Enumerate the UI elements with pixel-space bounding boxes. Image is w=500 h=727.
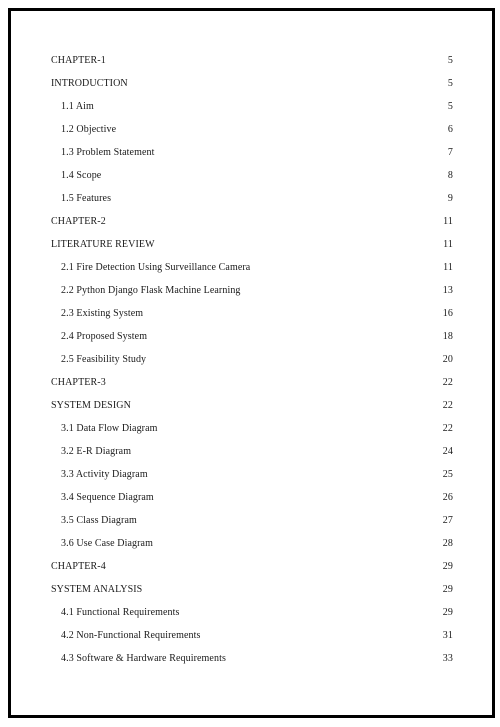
toc-subsection-row	[51, 629, 453, 652]
toc-chapter-row	[51, 560, 453, 583]
toc-chapter-row	[51, 215, 453, 238]
toc-page-number: 9	[447, 193, 453, 204]
toc-page-number: 11	[443, 239, 453, 250]
toc-subsection-row	[51, 468, 453, 491]
toc-subsection-row	[51, 606, 453, 629]
toc-subsection-row	[51, 537, 453, 560]
toc-entry-title: 3.5 Class Diagram	[61, 515, 137, 526]
toc-page-number: 11	[443, 262, 453, 273]
toc-subsection-row	[51, 491, 453, 514]
toc-page-number: 31	[442, 630, 453, 641]
toc-subsection-row	[51, 514, 453, 537]
toc-subsection-row	[51, 307, 453, 330]
toc-subsection-row	[51, 652, 453, 675]
toc-subsection-row	[51, 284, 453, 307]
toc-entry-title: CHAPTER-4	[51, 561, 106, 572]
toc-entry-title: 3.3 Activity Diagram	[61, 469, 148, 480]
toc-entry-title: 4.3 Software & Hardware Requirements	[61, 653, 226, 664]
toc-page-number: 29	[442, 584, 453, 595]
toc-entry-title: 2.2 Python Django Flask Machine Learning	[61, 285, 241, 296]
toc-subsection-row	[51, 146, 453, 169]
toc-entry-title: 2.3 Existing System	[61, 308, 144, 319]
toc-entry-title: INTRODUCTION	[51, 78, 128, 89]
toc-page-number: 5	[447, 101, 453, 112]
toc-entry-title: 1.3 Problem Statement	[61, 147, 155, 158]
toc-entry-title: 1.4 Scope	[61, 170, 102, 181]
toc-page-number: 26	[442, 492, 453, 503]
toc-entry-title: 3.4 Sequence Diagram	[61, 492, 154, 503]
toc-page-number: 27	[442, 515, 453, 526]
toc-subsection-row	[51, 261, 453, 284]
toc-entry-title: 1.2 Objective	[61, 124, 117, 135]
toc-page-number: 28	[442, 538, 453, 549]
toc-chapter-row	[51, 238, 453, 261]
toc-entry-title: CHAPTER-1	[51, 55, 106, 66]
toc-page-number: 8	[447, 170, 453, 181]
toc-entry-title: 4.1 Functional Requirements	[61, 607, 180, 618]
toc-entry-title: 3.1 Data Flow Diagram	[61, 423, 158, 434]
toc-page-number: 25	[442, 469, 453, 480]
toc-page-number: 22	[442, 400, 453, 411]
toc-entry-title: 2.4 Proposed System	[61, 331, 148, 342]
toc-page-number: 16	[442, 308, 453, 319]
toc-page-number: 29	[442, 561, 453, 572]
toc-subsection-row	[51, 123, 453, 146]
toc-chapter-row	[51, 376, 453, 399]
toc-chapter-row	[51, 77, 453, 100]
toc-entry-title: 3.6 Use Case Diagram	[61, 538, 153, 549]
toc-subsection-row	[51, 445, 453, 468]
toc-entry-title: CHAPTER-3	[51, 377, 106, 388]
toc-entry-title: 3.2 E-R Diagram	[61, 446, 132, 457]
toc-subsection-row	[51, 169, 453, 192]
toc-page-number: 5	[447, 55, 453, 66]
toc-page-number: 33	[442, 653, 453, 664]
toc-entry-title: 1.1 Aim	[61, 101, 94, 112]
toc-entry-title: CHAPTER-2	[51, 216, 106, 227]
toc-page-number: 6	[447, 124, 453, 135]
toc-entry-title: 2.1 Fire Detection Using Surveillance Camera	[61, 262, 251, 273]
toc-entry-title: 1.5 Features	[61, 193, 112, 204]
toc-chapter-row	[51, 54, 453, 77]
toc-page-number: 24	[442, 446, 453, 457]
toc-entry-title: 4.2 Non-Functional Requirements	[61, 630, 201, 641]
toc-entry-title: LITERATURE REVIEW	[51, 239, 155, 250]
page-border	[8, 8, 495, 718]
table-of-contents	[51, 54, 453, 675]
toc-subsection-row	[51, 353, 453, 376]
toc-entry-title: SYSTEM ANALYSIS	[51, 584, 143, 595]
toc-page-number: 13	[442, 285, 453, 296]
toc-subsection-row	[51, 330, 453, 353]
toc-page-number: 22	[442, 423, 453, 434]
toc-subsection-row	[51, 192, 453, 215]
toc-page-number: 5	[447, 78, 453, 89]
toc-page-number: 22	[442, 377, 453, 388]
toc-page-number: 29	[442, 607, 453, 618]
toc-entry-title: 2.5 Feasibility Study	[61, 354, 147, 365]
toc-page-number: 20	[442, 354, 453, 365]
toc-chapter-row	[51, 399, 453, 422]
toc-entry-title: SYSTEM DESIGN	[51, 400, 131, 411]
toc-page-number: 7	[447, 147, 453, 158]
toc-subsection-row	[51, 422, 453, 445]
toc-page-number: 18	[442, 331, 453, 342]
toc-subsection-row	[51, 100, 453, 123]
toc-page-number: 11	[443, 216, 453, 227]
toc-chapter-row	[51, 583, 453, 606]
